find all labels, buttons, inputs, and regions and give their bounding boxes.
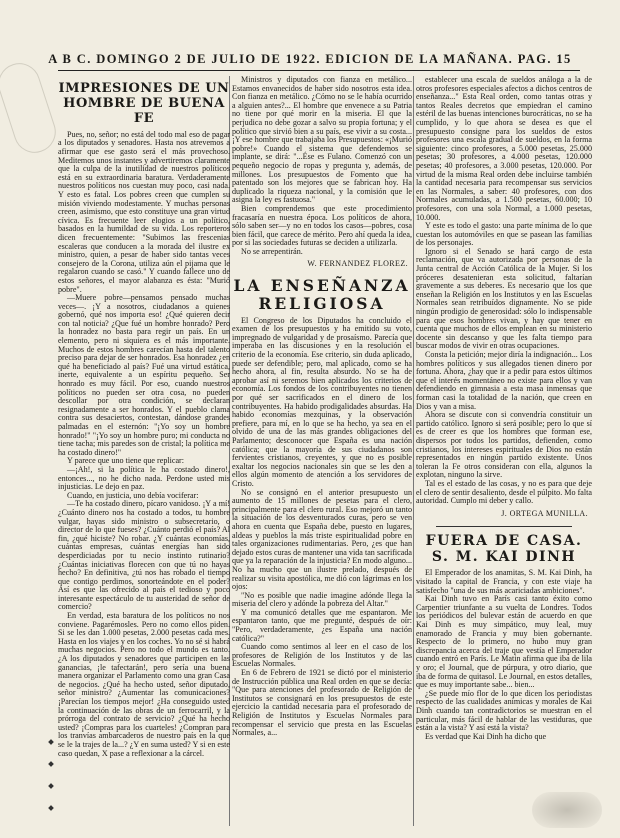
column-left — [58, 76, 230, 758]
paragraph: Cuando, en justicia, uno debía vociferar: — [67, 490, 199, 500]
paragraph: Ignoro si el Senado se hará cargo de esta reclamación, que va autorizada por personas de la Junta central de Acción Católica de la Mujer. Si los próceres desatenieran esta solicitud, faltarían gravemente a sus deberes. Es necesario que los que enseñan la Religión en los Institutos y en las Escuelas Normales sean retribuídos dignamente. No se pide ningún prodigio de generosidad: sólo lo indispensable para que esos hombres vivan, y hay que tener en cuenta que muchos de ellos emplean en su ministerio docente sin descanso y que les falta tiempo para buscar modos de vivir en otras ocupaciones. — [416, 246, 592, 351]
paragraph: En 6 de Febrero de 1921 se dictó por el ministerio de Instrucción pública una Real orden en que se decía: "Que para atenciones del profesorado de Religión de Institutos se consignará en los presupuestos de este ejercicio la cantidad necesaria para el profesorado de Religión de Institutos y Escuelas Normales para recompensar el servicio que presta en las Escuelas Normales, a... — [232, 668, 412, 738]
paragraph: Consta la petición; mejor diría la indignación... Los hombres políticos y sus allegados tienen dinero por fortuna. Ahora, ¿hay que ir a pedir para estos últimos que el interés momentáneo no existe para ellos y van defendiendo en gimnasia a esta masa inmensas que forman casi la totalidad de la nación, que creen en Dios y van a misa. — [416, 350, 592, 411]
article-body-ensenanza-continuation — [416, 76, 592, 506]
paragraph: Es verdad que Kai Dinh ha dicho que — [425, 731, 547, 741]
article-body-continuation — [232, 76, 412, 256]
paragraph: —Te ha costado dinero, pícaro vanidoso. ¡Y a mí! ¿Cuánto dinero nos ha costado a todos, tu hombre vulgar, hayas sido ministro o subsecretario, o director de lo que fueses? ¿Cuánto perdió el país? Al fin, ¿qué hiciste? No robar. ¿Y cuántas economías, cuántas empresas, cuántas energías han sido desperdiciadas por tu necio instinto rutinario? ¿Cuántas iniciativas florecen con que tú no hayas hecho? En definitiva, ¿tú nos has robado el tiempo que contigo perdimos, sonorteándote en el poder? Así es que las ofrecido al país el tedioso y poco interesante espectáculo de tu austeridad de señor de comercio? — [58, 499, 230, 612]
header-rule — [58, 70, 580, 71]
paragraph: ¿Se puede mío flor de lo que dicen los periodistas respecto de las cualidades anímicas y morales de Kai Dinh cuando tan contradictorios se muestran en el particular, más fácil de hablar de las vestiduras, que están a la vista? Y así está la vista? — [416, 688, 592, 733]
paragraph: Y este es todo el gasto: una parte mínima de lo que cuestan los automóviles en que se pasean las familias de los personajes. — [416, 221, 592, 248]
paragraph: No se arrepentirán. — [241, 246, 303, 256]
column-middle — [232, 76, 412, 738]
article-body-fuera-de-casa — [416, 569, 592, 741]
paragraph: Kai Dinh tuvo en París casi tanto éxito como Carpentier triunfante a su vuelta de Londres. Todos los periódicos del bulevar están de acuerdo en que Kai Dinh es muy simpático, muy leal, muy enamorado de Francia y muy bien gobernante. Respecto de lo primero, no hubo muy gran discrepancia acerca del traje que vestía el Emperador cuando entró en París. Le Matin afirma que iba de lila y oro; el Journal, que de púrpura, y otro diario, que iba de forma de quitasol. Le Journal, en estos detalles, que es muy importante sabe... bien... — [416, 594, 592, 690]
paragraph: Y ma comunicó detalles que me espantaron. Me espantaron tanto, que me pregunté, después de oír: "Pero, verdaderamente, ¿es España una nación católica?" — [232, 607, 412, 643]
paragraph: —¡Ah!, si la política le ha costado dinero!, entonces..., no he dicho nada. Perdone usted mis injusticias. Le dejo en paz. — [58, 464, 230, 492]
article-headline-fuera-de-casa: FUERA DE CASA. S. M. KAI DINH — [425, 533, 583, 566]
paragraph: "No es posible que nadie imagine adónde llega la miseria del clero y adónde la pobreza del Altar." — [232, 590, 412, 609]
paragraph: Ahora se discute con si convendría constituir un partido católico. Ignoro si será posible; pero lo que sí es de creer es que los hombres que forman ese, dispersos por todos los partidos, defienden, como cristianos, los intereses espirituales de Dios no están representados en ningún partido existente. Unos toleran la Fe otros consideran con ella, algunos la explotan, ninguno la sirve. — [416, 410, 592, 480]
paragraph: Cuando como sentimos al leer en el caso de los profesores de Religión de los Institutos y de las Escuelas Normales. — [232, 642, 412, 669]
article-headline-impresiones: IMPRESIONES DE UN HOMBRE DE BUENA FE — [58, 81, 230, 126]
article-headline-ensenanza: LA ENSEÑANZA RELIGIOSA — [233, 276, 411, 313]
article-separator — [436, 526, 572, 527]
library-stamp-watermark — [0, 58, 61, 158]
paragraph: Bien comprendemos que este procedimiento fracasaría en nuestra época. Los políticos de ahora, sólo saben ser—y no en todos los casos—pobres, cosa bien fácil, que carece de mérito. Pero ahí queda la idea, por si las sociedades futuras se deciden a utilizarla. — [232, 203, 412, 248]
paragraph: El Emperador de los anamitas, S. M. Kai Dinh, ha visitado la capital de Francia, y con este viaje ha satisfecho "una de sus más acariciadas ambiciones". — [416, 568, 592, 595]
margin-marks — [46, 722, 56, 822]
article-body-impresiones — [58, 131, 230, 758]
article-signature: J. ORTEGA MUNILLA. — [501, 508, 588, 518]
column-divider — [413, 76, 414, 826]
paragraph: Ministros y diputados con fianza en metálico... Estamos envanecidos de haber sido nosotros esta idea. Con fianza en metálico. ¿Cómo no se le había ocurrido a alguien antes?... El hombre que envenece a su Patria no tiene por qué morir en la miseria. El que la perjudica no debe gozar a salvo su propia fortuna; y el político que sirvió bien a su país, ese vivir a su costa... ¡Y ese hombre que trabajaba los Presupuestos: «¡Murió pobre!» Cuando el sistema que defendemos se implante, se dirá: "...Ése es Fulano. Comenzó con un pequeño negocio de ropas y pregunta y, además, de millones. Los presupuestos de Fomento que ha patentado son los mejores que se fabrican hoy. Ha duplicado la riqueza nacional, y la comisión que le asigna la ley es fastuosa." — [232, 76, 412, 205]
ink-smudge — [532, 792, 602, 828]
paragraph: —Muere pobre—pensamos pensado muchas veces—. ¡Y a nosotros, ciudadanos a quienes gobernó, qué nos importa eso! ¿Qué quieren decir con tal noticia? ¿Que fué un hombre honrado? Pero la honradez no basta para regir un país. En un elemento, pero ni siquiera es el más importante. Muchos de estos hombres carecían hasta del talento preciso para dejar de ser honrados. Esa honradez ¿en qué ha beneficiado al país? Fué una virtud estática, inerte, equivalente a un espíritu pequeño. Ser honrado es muy fácil. Por eso, cuando nuestros políticos no pueden ser otra cosa, no pueden descollar por otra condición, se declaran resignadamente a ser honrados. Y el pueblo clama contra sus desaciertos, contestan, dándose grandes palmadas en el esternón: "¡Yo soy un hombre honrado!" "¡Yo soy un hombre puro; mi conducta no tiene tacha; mis paredes son de cristal; la política me ha costado dinero!" — [58, 293, 230, 457]
paragraph: El Congreso de los Diputados ha concluido el examen de los presupuestos y ha emitido su voto, impregnado de vulgaridad y de prosaísmo. Parecía que imperaba en las discusiones y en la resolución el criterio de la economía. Ese criterio, sin duda aplicado, puede ser defendible; pero, mal aplicado, como se ha hecho ahora, al fin, resulta absurdo. No se ha de aprobar así ni seremos bien aplicados los criterios de economía. Los fondos de los contribuyentes no tienen por qué ser sacrificados en el dinero de los contribuyentes. Ha habido prodigalidades absurdas. Ha habido economías mezquinas, y la observación prefiere, para mí, en lo que se ha hecho, ya sea en el olvido de una de las más grandes obligaciones del Parlamento; desconocer que España es una nación católica; que la mayoría de sus ciudadanos son fervientes cristianos, creyentes, y que no es posible exaltar los negocios nacionales sin que se les den a ellos algún momento de atención a los servidores de Cristo. — [232, 315, 412, 488]
page-header: A B C. DOMINGO 2 DE JULIO DE 1922. EDICION DE LA MAÑANA. PAG. 15 — [48, 52, 572, 66]
column-right — [416, 76, 592, 741]
paragraph: En verdad, esta baratura de los políticos no nos conviene. Pagarémosles. Pero no como ellos piden. Si se les dan 1.000 pesetas, 2.000 pesetas cada mes. Hasta en los viajes y en los coches. Yo no sé si habrá muchas negocios. Pero no todo el mundo es tanto. ¿A los diputados y senadores que participen en las ganancias, ¡le tafectarán!, pero sería una buena manera organizar el Parlamento como una gran Casa de negocios. ¿Qué ha hecho usted, señor diputado, señor ministro? ¿Aumentar las comunicaciones? ¡Parecían los tiempos mejor! ¿Ha conseguido usted la continuación de las obras de un ferrocarril, y la prórroga del contrato de servicio? ¿Qué ha hecho usted? ¡Compras para los cuarteles! ¿Compran para los tranvías ambarcaderos de nuestro país en la que se le la trajes de la...? ¿Y en suma usted? Y si en este caso quedan, X pase a reflexionar a la cárcel. — [58, 611, 230, 758]
paragraph: Tal es el estado de las cosas, y no es para que deje el clero de sentir desaliento, desde el púlpito. Mo falta autoridad. Cumplo mi deber y callo. — [416, 478, 592, 506]
article-body-ensenanza — [232, 317, 412, 738]
article-signature: W. FERNANDEZ FLOREZ. — [307, 259, 408, 269]
paragraph: No se consignó en el anterior presupuesto un aumento de 15 millones de pesetas para el clero, principalmente para el clero rural. Eso mejoró un tanto la situación de los desventurados curas, pero se ven ahora en cuenta que España debe, puesto en lugares, aldeas y pueblos la más triste espiritualidad pobre en tales organizaciones rudimentarias. Pero, ¿es que han dejado estos curas de mantener una vida tan sacrificada que ya la reparación de la injusticia? En modo alguno... No ha mucho que un ilustre prelado, después de realizar su visita apostólica, me dió con lágrimas en los ojos: — [232, 487, 412, 592]
paragraph: Pues, no, señor; no está del todo mal eso de pagar a los diputados y senadores. Hasta nos atrevemos a afirmar que ese gasto será el más provechoso. Meditemos unos instantes y advertiremos claramente que la culpa de la inutilidad de nuestros políticos está en su extraordinaria baratura. Verdaderamente nuestros políticos nos cuestan muy poco, casi nada. Y esto es fatal. Los pobres creen que cumplen su misión viviendo modestamente. Y muchas personas creen, asimismo, que esto constituye una gran virtud cívica. Es frecuente leer elogios a un político, basados en la humildad de su vida. Los reporteros dicen frecuentemente: "Subimos las frescenias escaleras que conducen a la morada del ilustre ex ministro, quien, a pesar de haber sido tantas veces consejero de la Corona, utiliza aún el pijama que le regalaron cuando se casó." Y cuando fallece uno de estos señores, el mayor alabanza es ésta: "Murió pobre". — [58, 129, 230, 294]
paragraph: Y parece que uno tiene que replicar: — [67, 456, 184, 466]
paragraph: establecer una escala de sueldos análoga a la de otros profesores especiales afectos a dichos centros de enseñanza..." Esta Real orden, como tantas otras y tantos Reales decretos que empiedran el camino estéril de las buenas intenciones burocráticas, no se ha cumplido, y lo que ahora se desea es que el presupuesto consigne para los sueldos de estos profesores una escala gradual de sueldos, en la forma siguiente: cinco profesores, a 5.000 pesetas, 25.000 pesetas; 30 profesores, a 4.000 pesetas, 120.000 pesetas; 40 profesores, a 3.000 pesetas, 120.000. Por virtud de la misma Real orden debe incluirse también la cantidad necesaria para recompensar sus servicios en las Normales, a saber: 40 profesores, con dos Normales acumuladas, a 1.500 pesetas, 60.000; 10 profesores, con una sola Normal, a 1.000 pesetas, 10.000. — [416, 76, 592, 222]
